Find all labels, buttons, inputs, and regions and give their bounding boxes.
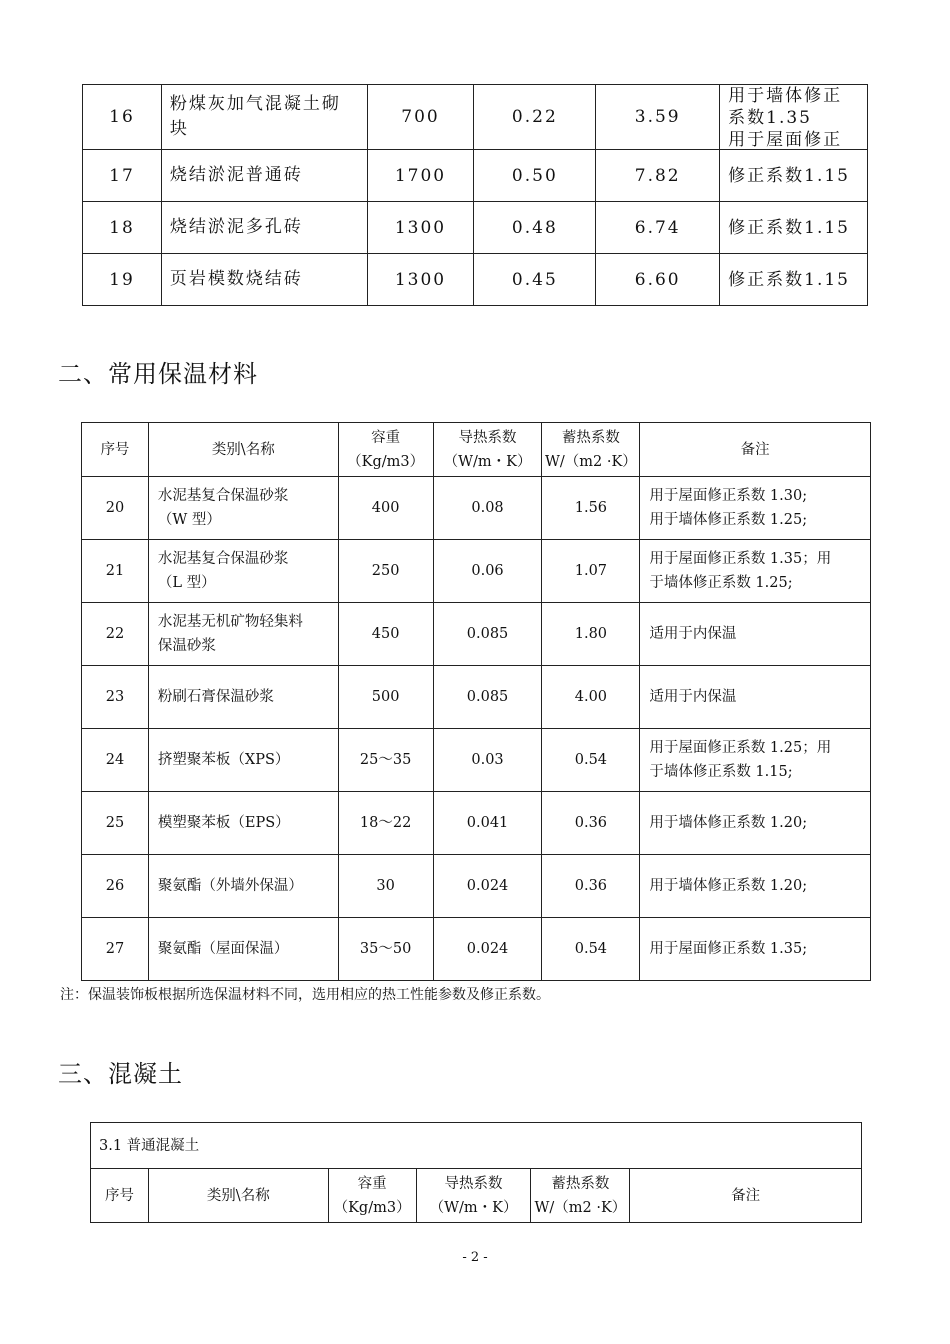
table-row bbox=[82, 792, 871, 855]
row-number: 18 bbox=[83, 202, 162, 254]
material-name: 烧结淤泥普通砖 bbox=[161, 150, 367, 202]
row-number: 21 bbox=[82, 540, 149, 603]
remark: 适用于内保温 bbox=[640, 666, 871, 729]
storage-value: 6.74 bbox=[596, 202, 720, 254]
density-value: 250 bbox=[338, 540, 433, 603]
table-caption: 3.1 普通混凝土 bbox=[91, 1123, 862, 1169]
table-row bbox=[82, 540, 871, 603]
storage-value: 1.07 bbox=[542, 540, 640, 603]
table-row bbox=[82, 477, 871, 540]
brick-table bbox=[82, 84, 868, 306]
conductivity-value: 0.50 bbox=[474, 150, 596, 202]
insulation-table bbox=[81, 422, 871, 981]
header-density: 容重 （Kg/m3） bbox=[328, 1169, 416, 1223]
remark: 用于屋面修正系数 1.30; 用于墙体修正系数 1.25; bbox=[640, 477, 871, 540]
storage-value: 0.36 bbox=[542, 855, 640, 918]
row-number: 27 bbox=[82, 918, 149, 981]
table-row bbox=[82, 603, 871, 666]
conductivity-value: 0.041 bbox=[433, 792, 542, 855]
row-number: 26 bbox=[82, 855, 149, 918]
storage-value: 0.36 bbox=[542, 792, 640, 855]
header-name: 类别\名称 bbox=[148, 1169, 328, 1223]
row-number: 22 bbox=[82, 603, 149, 666]
table-row bbox=[83, 254, 868, 306]
table-row bbox=[82, 855, 871, 918]
header-conductivity: 导热系数 （W/m・K） bbox=[416, 1169, 531, 1223]
density-value: 18～22 bbox=[338, 792, 433, 855]
density-value: 700 bbox=[367, 85, 474, 150]
header-storage: 蓄热系数 W/（m2 ·K） bbox=[531, 1169, 630, 1223]
table-row bbox=[82, 918, 871, 981]
material-name: 烧结淤泥多孔砖 bbox=[161, 202, 367, 254]
storage-value: 4.00 bbox=[542, 666, 640, 729]
section-heading: 二、常用保温材料 bbox=[58, 360, 258, 388]
remark: 修正系数1.15 bbox=[720, 150, 868, 202]
row-number: 20 bbox=[82, 477, 149, 540]
material-name: 水泥基无机矿物轻集料 保温砂浆 bbox=[148, 603, 338, 666]
header-remark: 备注 bbox=[640, 423, 871, 477]
density-value: 450 bbox=[338, 603, 433, 666]
density-value: 1300 bbox=[367, 254, 474, 306]
conductivity-value: 0.03 bbox=[433, 729, 542, 792]
page-number: - 2 - bbox=[462, 1250, 488, 1265]
remark: 用于屋面修正系数 1.35；用 于墙体修正系数 1.25; bbox=[640, 540, 871, 603]
conductivity-value: 0.22 bbox=[474, 85, 596, 150]
table-row bbox=[83, 150, 868, 202]
header-name: 类别\名称 bbox=[148, 423, 338, 477]
row-number: 23 bbox=[82, 666, 149, 729]
storage-value: 0.54 bbox=[542, 729, 640, 792]
material-name: 粉煤灰加气混凝土砌 块 bbox=[161, 85, 367, 150]
density-value: 25～35 bbox=[338, 729, 433, 792]
header-density: 容重 （Kg/m3） bbox=[338, 423, 433, 477]
row-number: 25 bbox=[82, 792, 149, 855]
material-name: 页岩模数烧结砖 bbox=[161, 254, 367, 306]
remark: 修正系数1.15 bbox=[720, 254, 868, 306]
remark: 用于墙体修正系数 1.20; bbox=[640, 792, 871, 855]
row-number: 24 bbox=[82, 729, 149, 792]
header-remark: 备注 bbox=[630, 1169, 862, 1223]
remark: 用于屋面修正系数 1.25；用 于墙体修正系数 1.15; bbox=[640, 729, 871, 792]
table-header-row bbox=[82, 423, 871, 477]
storage-value: 1.80 bbox=[542, 603, 640, 666]
remark: 用于墙体修正 系数1.35 用于屋面修正 bbox=[720, 85, 868, 150]
conductivity-value: 0.06 bbox=[433, 540, 542, 603]
concrete-table bbox=[90, 1122, 862, 1223]
conductivity-value: 0.48 bbox=[474, 202, 596, 254]
material-name: 水泥基复合保温砂浆 （W 型） bbox=[148, 477, 338, 540]
density-value: 35～50 bbox=[338, 918, 433, 981]
material-name: 挤塑聚苯板（XPS） bbox=[148, 729, 338, 792]
density-value: 30 bbox=[338, 855, 433, 918]
material-name: 聚氨酯（屋面保温） bbox=[148, 918, 338, 981]
density-value: 1300 bbox=[367, 202, 474, 254]
remark: 适用于内保温 bbox=[640, 603, 871, 666]
remark: 修正系数1.15 bbox=[720, 202, 868, 254]
table-row bbox=[83, 85, 868, 150]
storage-value: 3.59 bbox=[596, 85, 720, 150]
density-value: 400 bbox=[338, 477, 433, 540]
conductivity-value: 0.085 bbox=[433, 603, 542, 666]
density-value: 500 bbox=[338, 666, 433, 729]
conductivity-value: 0.45 bbox=[474, 254, 596, 306]
remark: 用于墙体修正系数 1.20; bbox=[640, 855, 871, 918]
header-no: 序号 bbox=[91, 1169, 149, 1223]
table-row bbox=[82, 729, 871, 792]
footnote: 注：保温装饰板根据所选保温材料不同，选用相应的热工性能参数及修正系数。 bbox=[60, 987, 550, 1003]
conductivity-value: 0.024 bbox=[433, 918, 542, 981]
remark: 用于屋面修正系数 1.35; bbox=[640, 918, 871, 981]
conductivity-value: 0.08 bbox=[433, 477, 542, 540]
table-header-row bbox=[91, 1169, 862, 1223]
material-name: 水泥基复合保温砂浆 （L 型） bbox=[148, 540, 338, 603]
density-value: 1700 bbox=[367, 150, 474, 202]
material-name: 模塑聚苯板（EPS） bbox=[148, 792, 338, 855]
header-conductivity: 导热系数 （W/m・K） bbox=[433, 423, 542, 477]
header-storage: 蓄热系数 W/（m2 ·K） bbox=[542, 423, 640, 477]
header-no: 序号 bbox=[82, 423, 149, 477]
material-name: 粉刷石膏保温砂浆 bbox=[148, 666, 338, 729]
row-number: 17 bbox=[83, 150, 162, 202]
storage-value: 7.82 bbox=[596, 150, 720, 202]
table-row bbox=[82, 666, 871, 729]
section-heading: 三、混凝土 bbox=[58, 1060, 183, 1088]
storage-value: 6.60 bbox=[596, 254, 720, 306]
row-number: 19 bbox=[83, 254, 162, 306]
conductivity-value: 0.085 bbox=[433, 666, 542, 729]
table-row bbox=[83, 202, 868, 254]
storage-value: 0.54 bbox=[542, 918, 640, 981]
conductivity-value: 0.024 bbox=[433, 855, 542, 918]
table-caption-row bbox=[91, 1123, 862, 1169]
row-number: 16 bbox=[83, 85, 162, 150]
material-name: 聚氨酯（外墙外保温） bbox=[148, 855, 338, 918]
storage-value: 1.56 bbox=[542, 477, 640, 540]
